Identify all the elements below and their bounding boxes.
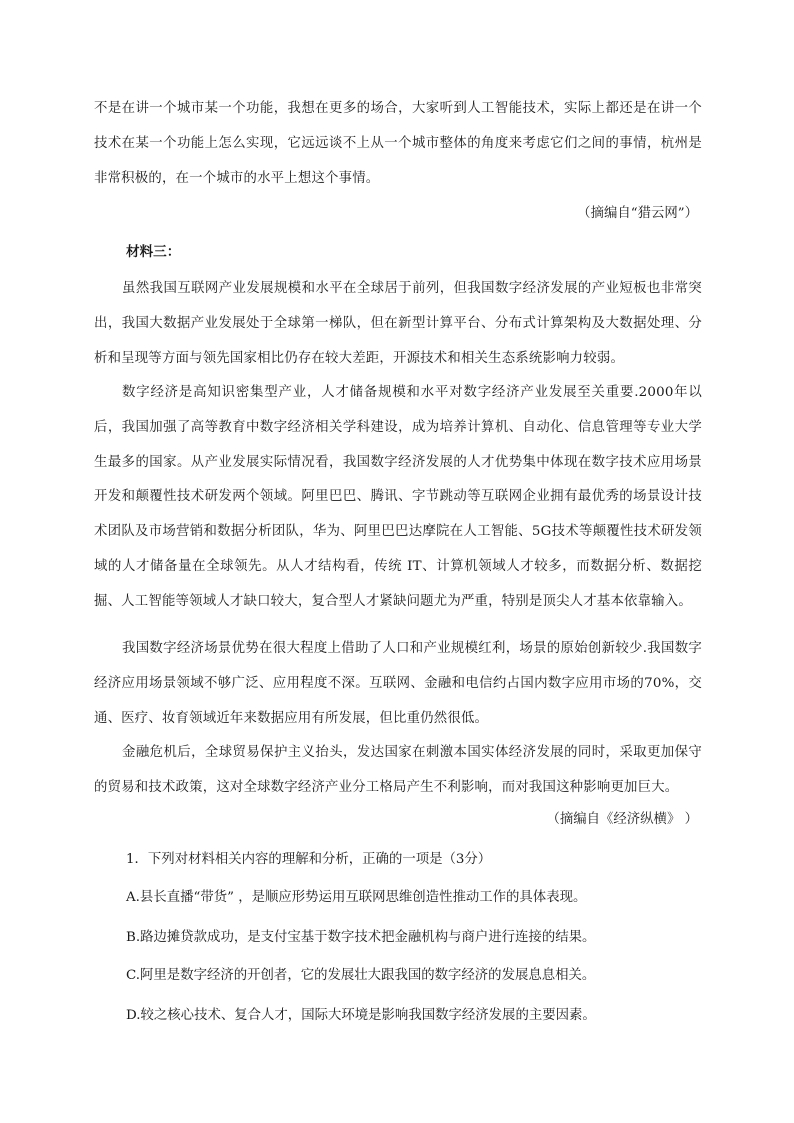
option-c: C.阿里是数字经济的开创者，它的发展壮大跟我国的数字经济的发展息息相关。 — [126, 968, 596, 983]
option-d: D.较之核心技术、复合人才，国际大环境是影响我国数字经济发展的主要因素。 — [126, 1008, 596, 1023]
paragraph-financial-crisis: 金融危机后，全球贸易保护主义抬头，发达国家在刺激本国实体经济发展的同时，采取更加保守的贸易和技术政策，这对全球数字经济产业分工格局产生不利影响，而对我国这种影响更加巨大。 — [94, 745, 702, 795]
option-a: A.县长直播“带货” ，是顺应形势运用互联网思维创造性推动工作的具体表现。 — [126, 890, 587, 905]
question-stem: 1．下列对材料相关内容的理解和分析，正确的一项是（3分） — [126, 852, 492, 867]
paragraph-talent-reserve: 数字经济是高知识密集型产业，人才储备规模和水平对数字经济产业发展至关重要.2000年以后，我国加强了高等教育中数字经济相关学科建设，成为培养计算机、自动化、信息管理等专业大学生最多的国家。从产业发展实际情况看，我国数字经济发展的人才优势集中体现在数字技术应用场景开发和颠覆性技术研发两个领域。阿里巴巴、腾讯、字节跳动等互联网企业拥有最优秀的场景设计技术团队及市场营销和数据分析团队，华为、阿里巴巴达摩院在人工智能、5G技术等颠覆性技术研发领域的人才储备量在全球领先。从人才结构看，传统 IT、计算机领域人才较多，而数据分析、数据挖掘、人工智能等领域人才缺口较大，复合型人才紧缺问题尤为严重，特别是顶尖人才基本依靠输入。 — [94, 385, 702, 609]
paragraph-continuation: 不是在讲一个城市某一个功能，我想在更多的场合，大家听到人工智能技术，实际上都还是在讲一个技术在某一个功能上怎么实现，它远远谈不上从一个城市整体的角度来考虑它们之间的事情，杭州是非常积极的，在一个城市的水平上想这个事情。 — [94, 101, 702, 186]
material-three-heading: 材料三： — [126, 244, 181, 260]
source-citation-lieyun: （摘编自“猎云网”） — [577, 206, 698, 221]
source-citation-jingji: （摘编自《经济纵横》 ） — [546, 812, 698, 827]
option-b: B.路边摊贷款成功，是支付宝基于数字技术把金融机构与商户进行连接的结果。 — [126, 930, 596, 945]
paragraph-industry-shortcomings: 虽然我国互联网产业发展规模和水平在全球居于前列，但我国数字经济发展的产业短板也非常突出，我国大数据产业发展处于全球第一梯队，但在新型计算平台、分布式计算架构及大数据处理、分析和呈现等方面与领先国家相比仍存在较大差距，开源技术和相关生态系统影响力较弱。 — [94, 281, 702, 366]
paragraph-scenario-advantage: 我国数字经济场景优势在很大程度上借助了人口和产业规模红利，场景的原始创新较少.我国数字经济应用场景领域不够广泛、应用程度不深。互联网、金融和电信约占国内数字应用市场的70%，交通、医疗、妆育领域近年来数据应用有所发展，但比重仍然很低。 — [94, 641, 702, 726]
